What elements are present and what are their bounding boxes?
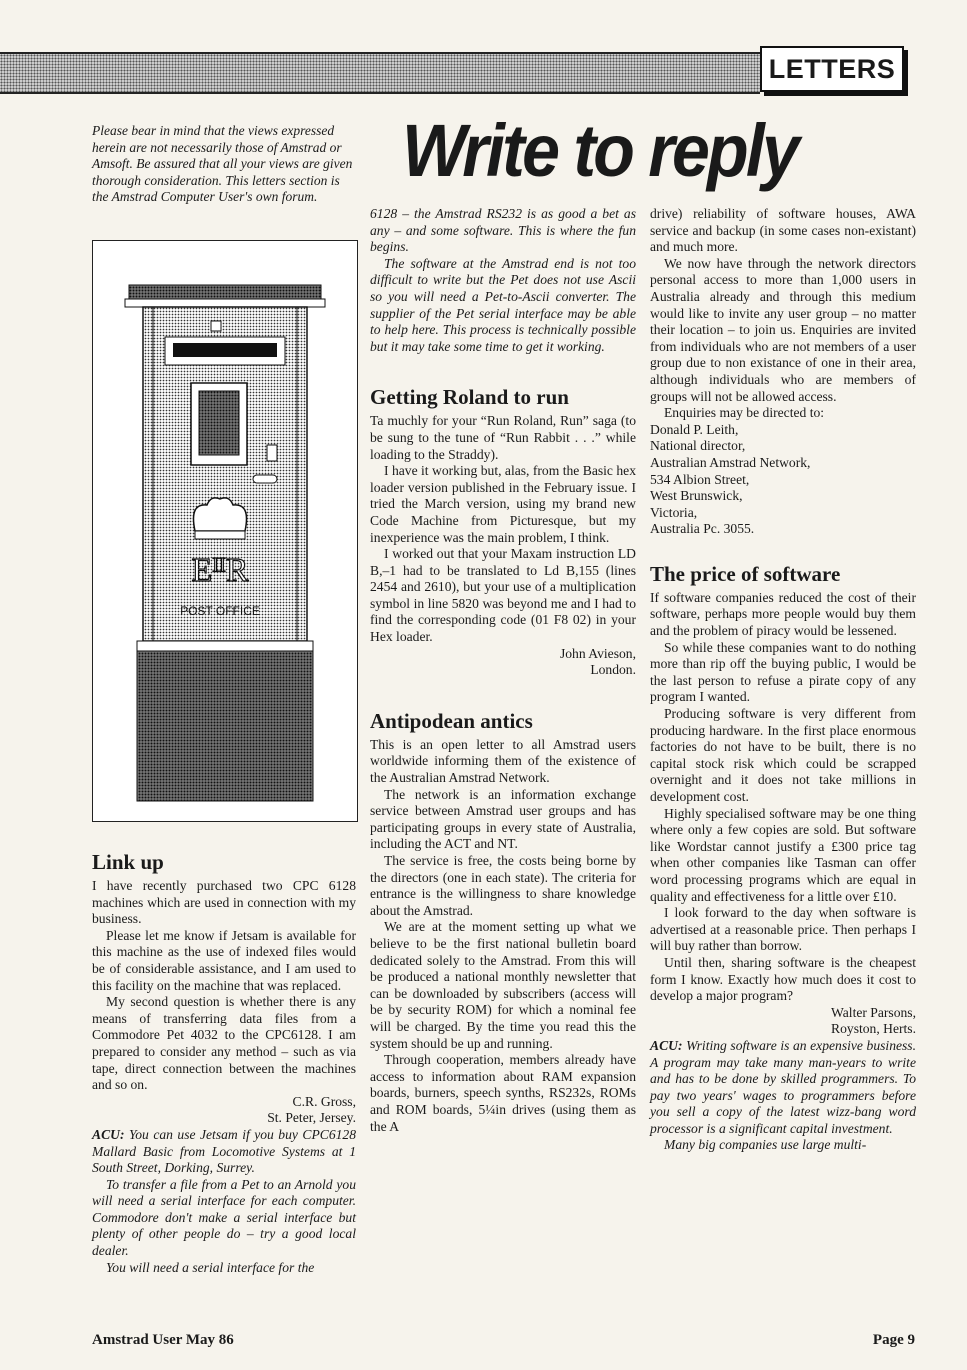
page-title: Write to reply <box>402 109 798 192</box>
disclaimer: Please bear in mind that the views expressed herein are not necessarily those of Amstrad or Amsoft. Be assured that all your views are given thorough consideration. This letters section is the Amstrad Computer User's own forum. <box>92 123 353 205</box>
antipodean-p4: We are at the moment setting up what we believe to be the first national bulletin board dedicated solely to the Amstrad. From this will be produced a national monthly newsletter that can be downloaded by subscribers (access will be by security ROM) for which a nominal fee will be charged. By the time you read this the system should be up and running. <box>370 919 636 1051</box>
antipodean-p8: Enquiries may be directed to: <box>664 405 825 421</box>
roland-p1: Ta muchly for your “Run Roland, Run” saga (to be sung to the tune of “Run Rabbit . . .” while loading to the Straddy). <box>370 413 636 462</box>
linkup-cont2: The software at the Amstrad end is not too difficult to write but the Pet does not use Ascii so you will need a Pet-to-Ascii converter. The supplier of the Pet serial interface may be able to help here. This process is technically possible but it may take some time to get it working. <box>370 255 636 354</box>
postbox-icon <box>93 241 357 821</box>
price-acu2: Many big companies use large multi- <box>664 1137 867 1153</box>
column-1 <box>92 850 356 1276</box>
address-line: 534 Albion Street, <box>650 471 750 487</box>
address-line: Australia Pc. 3055. <box>650 521 755 537</box>
plate-text: POST OFFICE <box>180 604 260 618</box>
linkup-acu2: To transfer a file from a Pet to an Arnold you will need a serial interface for each computer. Commodore don't make a serial interface but plenty of other people do – try a good local dealer. <box>92 1176 356 1259</box>
address-line: West Brunswick, <box>650 488 743 504</box>
footer-page: Page 9 <box>872 1332 915 1348</box>
linkup-cont1: 6128 – the Amstrad RS232 is as good a bet as any – and some software. This is where the fun begins. <box>370 206 636 255</box>
linkup-p1: I have recently purchased two CPC 6128 machines which are used in connection with my business. <box>92 878 356 927</box>
antipodean-p6: drive) reliability of software houses, AWA service and backup (in some cases non-existant) and much more. <box>650 206 916 255</box>
cipher-text: EᴵᴵR <box>191 552 249 589</box>
price-p5: I look forward to the day when software is advertised at a reasonable price. Then perhaps I will buy rather than borrow. <box>650 905 916 954</box>
header-band <box>0 52 760 94</box>
footer-issue: Amstrad User May 86 <box>92 1332 234 1348</box>
price-title: The price of software <box>650 561 841 586</box>
linkup-acu1: You can use Jetsam if you buy CPC6128 Mallard Basic from Locomotive Systems at 1 South Street, Dorking, Surrey. <box>92 1126 357 1176</box>
antipodean-p5: Through cooperation, members already have access to information about RAM expansion boards, burners, speech synths, RS232s, ROMs and ROM boards, 5¼in drives (using them as the A <box>370 1052 636 1134</box>
roland-title: Getting Roland to run <box>370 385 569 410</box>
linkup-sig2: St. Peter, Jersey. <box>267 1110 356 1126</box>
price-p2: So while these companies want to do nothing more than rip off the buying public, I would be the last person to refuse a pirate copy of any program I wanted. <box>650 639 916 705</box>
linkup-sig1: C.R. Gross, <box>292 1093 356 1109</box>
antipodean-title: Antipodean antics <box>370 708 533 733</box>
address-line: Australian Amstrad Network, <box>650 454 811 470</box>
price-p1: If software companies reduced the cost of their software, perhaps more people would buy them and the problem of piracy would be lessened. <box>650 589 916 639</box>
price-sig2: Royston, Herts. <box>831 1021 916 1037</box>
antipodean-p7: We now have through the network directors personal access to more than 1,000 users in Australia already and through this medium would like to invite any user group – no matter their location – to join us. Enquiries are invited from individuals who are not members of a user group due to non existance of one in their area, although individuals who are members of groups will not be allowed access. <box>650 255 916 404</box>
price-p3: Producing software is very different from producing hardware. In the first place enormous factories do not have to be built, there is no capital stock risk which could be scrapped overnight and it does not take millions in development cost. <box>650 706 916 804</box>
address-line: Victoria, <box>650 504 698 520</box>
price-sig1: Walter Parsons, <box>831 1004 916 1020</box>
roland-sig1: John Avieson, <box>559 645 636 661</box>
antipodean-p2: The network is an information exchange service between Amstrad user groups and has participating groups in every state of Australia, including the ACT and NT. <box>370 786 636 852</box>
postbox-illustration <box>92 240 358 822</box>
roland-p3: I worked out that your Maxam instruction LD B,–1 had to be translated to Ld B,155 (lines 2454 and 2610), but your use of a multiplication symbol in line 5820 was beyond me and I had to find the corresponding code (01 F8 02) in your Hex loader. <box>370 546 636 645</box>
price-p4: Highly specialised software may be one thing where only a few copies are sold. But software like Wordstar cannot justify a £300 price tag when other companies like Tasman can offer word processing programs which are equal in quality and effectiveness for a little over £10. <box>650 805 916 904</box>
linkup-p2: Please let me know if Jetsam is available for this machine as the use of indexed files would be of considerable assistance, and I am used to this facility on the machine that was replaced. <box>92 927 356 993</box>
linkup-title: Link up <box>92 850 164 874</box>
column-2 <box>370 206 636 1135</box>
roland-sig2: London. <box>590 662 636 678</box>
acu-label: ACU: <box>92 1126 125 1142</box>
antipodean-p1: This is an open letter to all Amstrad users worldwide informing them of the existence of the Australian Amstrad Network. <box>370 736 636 786</box>
address-line: Donald P. Leith, <box>650 421 739 437</box>
column-3 <box>650 206 916 1154</box>
address-line: National director, <box>650 438 746 454</box>
price-p6: Until then, sharing software is the cheapest form I know. Exactly how much does it cost to develop a major program? <box>650 954 916 1004</box>
price-acu1: Writing software is an expensive business. A program may take many man-years to write and has to be done by skilled programmers. To pay two years' wages to programmers before you sell a copy of the latest wizz-bang word processor is a significant capital investment. <box>650 1037 916 1136</box>
acu-label: ACU: <box>650 1037 683 1053</box>
antipodean-p3: The service is free, the costs being borne by the directors (one in each state). The criteria for entrance is the willingness to share knowledge about the Amstrad. <box>370 853 636 918</box>
linkup-p3: My second question is whether there is any means of transferring data files from a Commodore Pet 4032 to the CPC6128. I am prepared to consider any method – such as via tape, direct connection between the machines and so on. <box>92 994 356 1093</box>
linkup-acu3: You will need a serial interface for the <box>106 1259 315 1275</box>
section-tab: LETTERS <box>760 46 904 92</box>
roland-p2: I have it working but, alas, from the Basic hex loader version published in the February issue. I tried the March version, using my brand new Code Machine from Picturesque, but my inexperience was the main problem, I think. <box>370 463 636 545</box>
